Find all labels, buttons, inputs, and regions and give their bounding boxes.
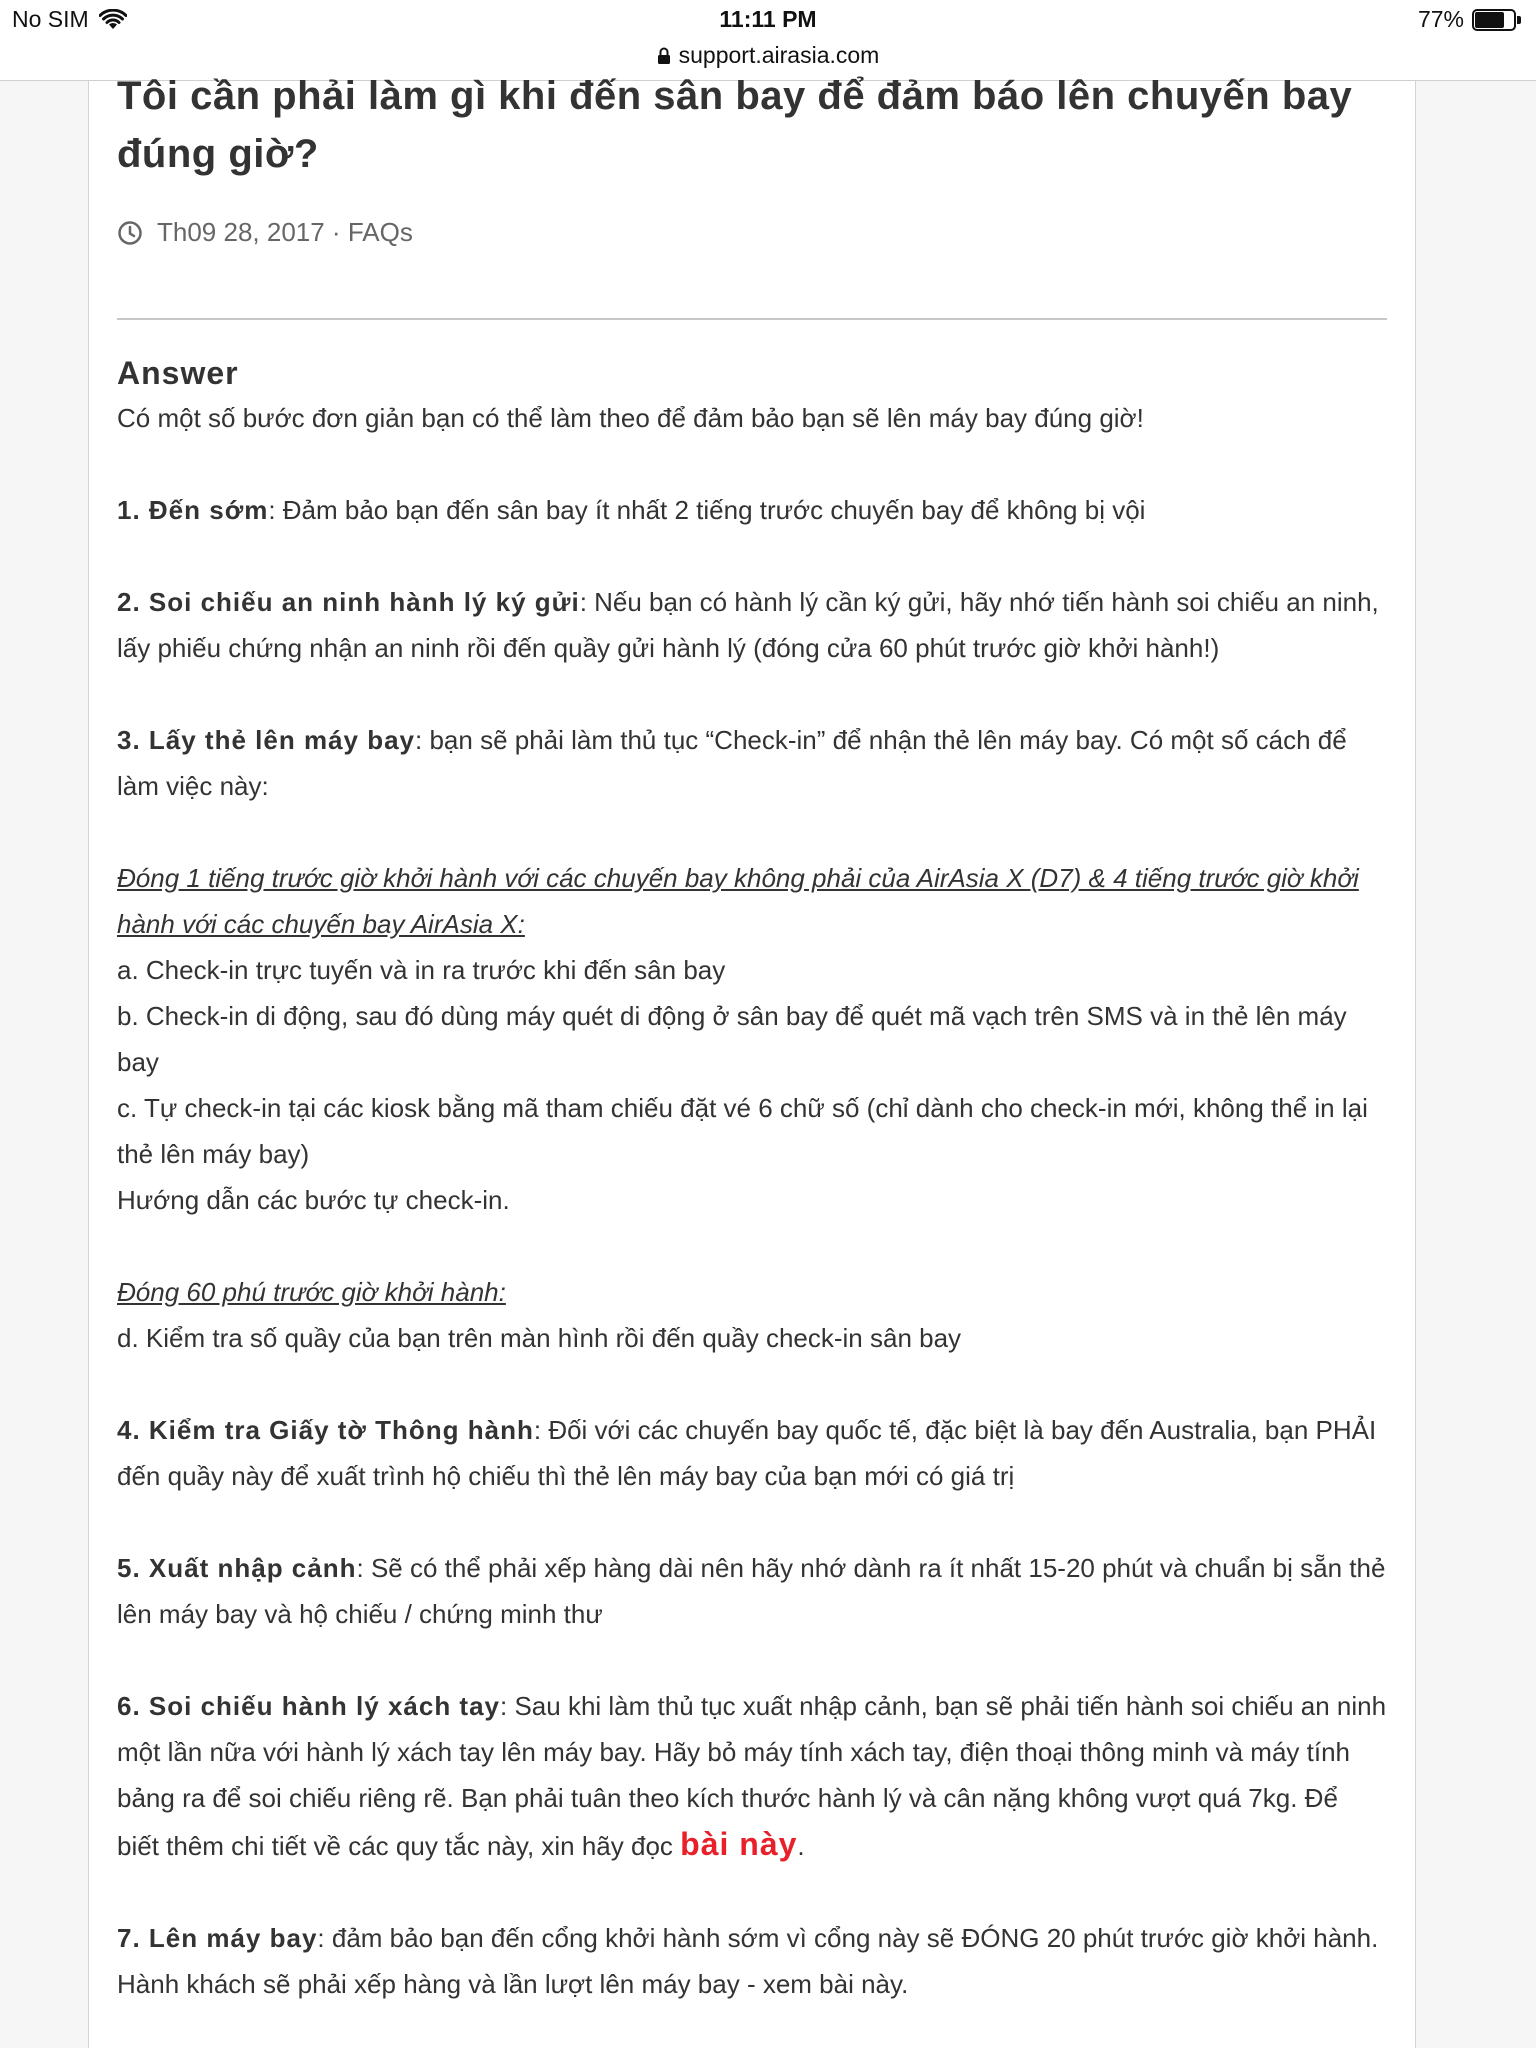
step-6 xyxy=(117,1683,1387,1869)
step-4 xyxy=(117,1407,1387,1499)
step-5-label: 5. Xuất nhập cảnh xyxy=(117,1553,357,1583)
step-7-label: 7. Lên máy bay xyxy=(117,1923,318,1953)
lock-icon xyxy=(657,42,671,60)
step-3-closing-note-2: Đóng 60 phú trước giờ khởi hành: xyxy=(117,1277,506,1307)
step-7 xyxy=(117,1915,1387,2007)
battery-percent: 77% xyxy=(1417,6,1464,32)
step-3 xyxy=(117,717,1387,809)
article-category-link[interactable]: FAQs xyxy=(347,217,413,247)
step-2-label: 2. Soi chiếu an ninh hành lý ký gửi xyxy=(117,587,580,617)
article-meta xyxy=(117,217,413,248)
step-6-text: : Sau khi làm thủ tục xuất nhập cảnh, bạn sẽ phải tiến hành soi chiếu an ninh một lần nữa với hành lý xách tay lên máy bay. Hãy bỏ máy tính xách tay, điện thoại thông minh và máy tính bảng ra để soi chiếu riêng rẽ. Bạn phải tuân theo kích thước hành lý và cân nặng không vượt quá 7kg. Để biết thêm chi tiết về các quy tắc này, xin hãy đọc xyxy=(117,1691,1387,1861)
article-date: Th09 28, 2017 xyxy=(157,217,325,247)
step-3-option-b: b. Check-in di động, sau đó dùng máy quét di động ở sân bay để quét mã vạch trên SMS và in thẻ lên máy bay xyxy=(117,1001,1347,1077)
step-5 xyxy=(117,1545,1387,1637)
step-1-label: 1. Đến sớm xyxy=(117,495,269,525)
clock-icon xyxy=(117,220,143,246)
status-right xyxy=(1418,6,1522,33)
step-3-option-c: c. Tự check-in tại các kiosk bằng mã tham chiếu đặt vé 6 chữ số (chỉ dành cho check-in mới, không thể in lại thẻ lên máy bay) xyxy=(117,1093,1368,1169)
step-1 xyxy=(117,487,1387,533)
battery-icon xyxy=(1472,9,1522,31)
meta-separator: · xyxy=(324,217,348,247)
step-4-label: 4. Kiểm tra Giấy tờ Thông hành xyxy=(117,1415,534,1445)
step-3-option-a: a. Check-in trực tuyến và in ra trước khi đến sân bay xyxy=(117,955,726,985)
intro-paragraph: Có một số bước đơn giản bạn có thể làm theo để đảm bảo bạn sẽ lên máy bay đúng giờ! xyxy=(117,403,1144,433)
article-body xyxy=(117,351,1387,2007)
step-7-text: : đảm bảo bạn đến cổng khởi hành sớm vì cổng này sẽ ĐÓNG 20 phút trước giờ khởi hành. Hành khách sẽ phải xếp hàng và lần lượt lên máy bay - xem bài này. xyxy=(117,1923,1379,1999)
carrier-label: No SIM xyxy=(12,6,89,32)
step-6-label: 6. Soi chiếu hành lý xách tay xyxy=(117,1691,501,1721)
step-3-closing-note-1: Đóng 1 tiếng trước giờ khởi hành với các chuyến bay không phải của AirAsia X (D7) & 4 tiếng trước giờ khởi hành với các chuyến bay AirAsia X: xyxy=(117,863,1359,939)
step-3-text: : bạn sẽ phải làm thủ tục “Check-in” để nhận thẻ lên máy bay. Có một số cách để làm việc này: xyxy=(117,725,1347,801)
step-4-text: : Đối với các chuyến bay quốc tế, đặc biệt là bay đến Australia, bạn PHẢI đến quầy này để xuất trình hộ chiếu thì thẻ lên máy bay của bạn mới có giá trị xyxy=(117,1415,1377,1491)
article-card xyxy=(88,74,1416,2048)
url-text[interactable]: support.airasia.com xyxy=(678,42,880,68)
step-3-option-d: d. Kiểm tra số quầy của bạn trên màn hình rồi đến quầy check-in sân bay xyxy=(117,1323,962,1353)
step-3-label: 3. Lấy thẻ lên máy bay xyxy=(117,725,416,755)
step-5-text: : Sẽ có thể phải xếp hàng dài nên hãy nhớ dành ra ít nhất 15-20 phút và chuẩn bị sẵn thẻ lên máy bay và hộ chiếu / chứng minh thư xyxy=(117,1553,1386,1629)
divider xyxy=(117,318,1387,320)
status-time: 11:11 PM xyxy=(719,6,817,32)
step-1-text: : Đảm bảo bạn đến sân bay ít nhất 2 tiếng trước chuyến bay để không bị vội xyxy=(268,495,1146,525)
step-3-guide: Hướng dẫn các bước tự check-in. xyxy=(117,1185,510,1215)
article-title: Tôi cần phải làm gì khi đến sân bay để đảm báo lên chuyến bay đúng giờ? xyxy=(117,74,1353,176)
answer-heading: Answer xyxy=(117,355,239,391)
step-6-end: . xyxy=(797,1831,805,1861)
step-2 xyxy=(117,579,1387,671)
status-bar xyxy=(0,0,1536,40)
step-2-text: : Nếu bạn có hành lý cần ký gửi, hãy nhớ tiến hành soi chiếu an ninh, lấy phiếu chứng nhận an ninh rồi đến quầy gửi hành lý (đóng cửa 60 phút trước giờ khởi hành!) xyxy=(117,587,1379,663)
article-link[interactable]: bài này xyxy=(680,1826,798,1862)
